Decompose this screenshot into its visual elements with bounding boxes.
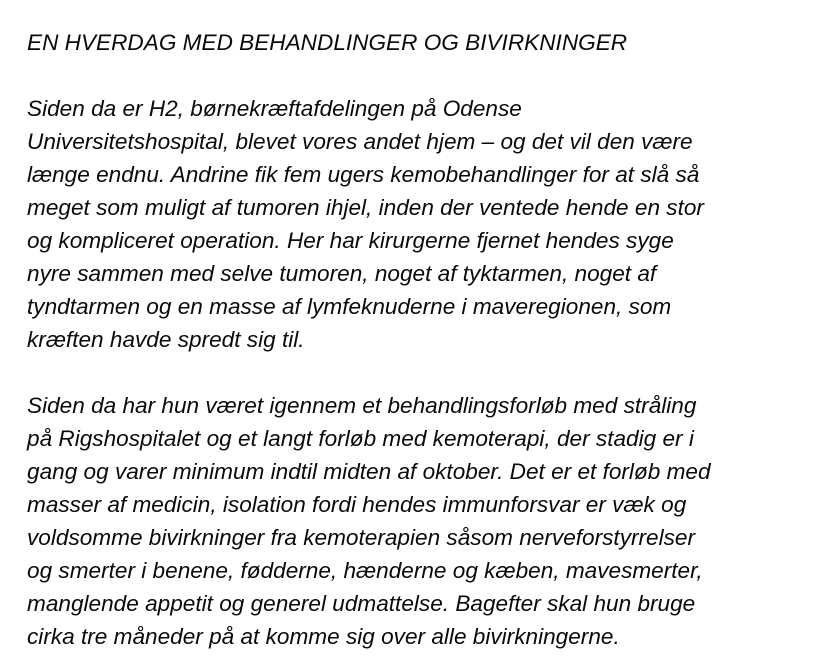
text-line: og kompliceret operation. Her har kirurgerne fjernet hendes syge bbox=[27, 228, 674, 253]
text-line: voldsomme bivirkninger fra kemoterapien såsom nerveforstyrrelser bbox=[27, 525, 696, 550]
article bbox=[27, 26, 815, 653]
text-line: masser af medicin, isolation fordi hendes immunforsvar er væk og bbox=[27, 492, 687, 517]
text-line: meget som muligt af tumoren ihjel, inden der ventede hende en stor bbox=[27, 195, 704, 220]
text-line: og smerter i benene, fødderne, hænderne og kæben, mavesmerter, bbox=[27, 558, 703, 583]
text-line: gang og varer minimum indtil midten af oktober. Det er et forløb med bbox=[27, 459, 711, 484]
text-line: tyndtarmen og en masse af lymfeknuderne i maveregionen, som bbox=[27, 294, 672, 319]
text-line: Universitetshospital, blevet vores andet hjem – og det vil den være bbox=[27, 129, 693, 154]
text-line: cirka tre måneder på at komme sig over alle bivirkningerne. bbox=[27, 624, 620, 649]
paragraph-2 bbox=[27, 389, 815, 653]
text-line: manglende appetit og generel udmattelse. Bagefter skal hun bruge bbox=[27, 591, 696, 616]
text-line: længe endnu. Andrine fik fem ugers kemobehandlinger for at slå så bbox=[27, 162, 700, 187]
section-heading: EN HVERDAG MED BEHANDLINGER OG BIVIRKNINGER bbox=[27, 30, 628, 55]
paragraph-1 bbox=[27, 92, 815, 356]
text-line: på Rigshospitalet og et langt forløb med kemoterapi, der stadig er i bbox=[27, 426, 694, 451]
text-line: Siden da har hun været igennem et behandlingsforløb med stråling bbox=[27, 393, 697, 418]
text-line: Siden da er H2, børnekræftafdelingen på Odense bbox=[27, 96, 522, 121]
text-line: kræften havde spredt sig til. bbox=[27, 327, 305, 352]
text-line: nyre sammen med selve tumoren, noget af tyktarmen, noget af bbox=[27, 261, 657, 286]
